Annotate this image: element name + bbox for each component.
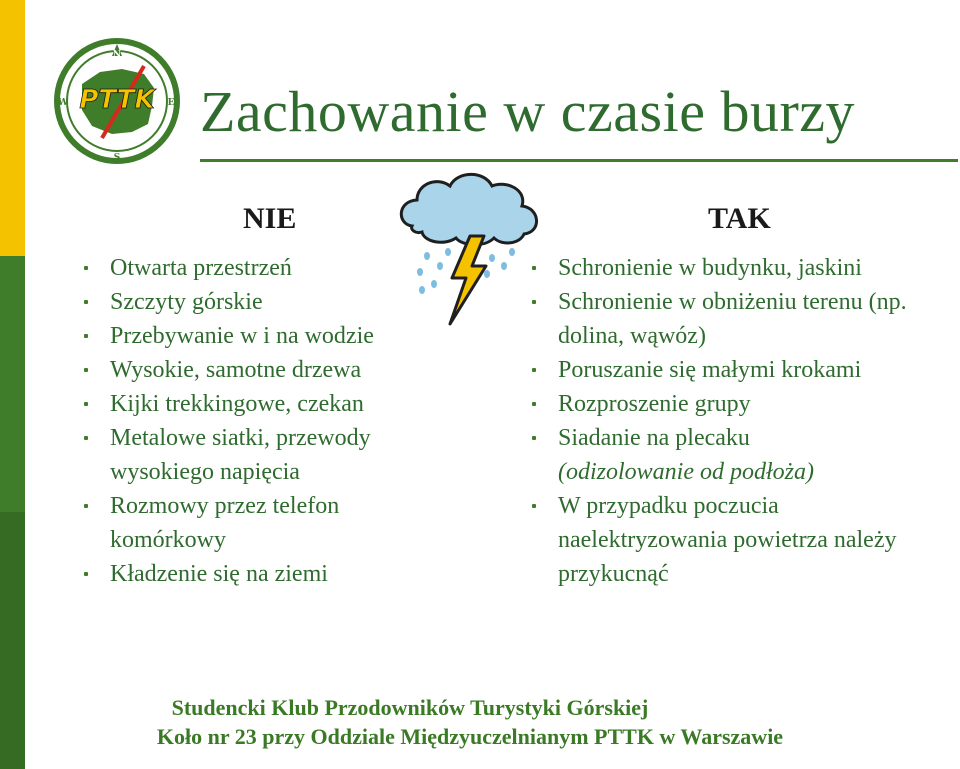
nie-item: Wysokie, samotne drzewa	[76, 353, 456, 387]
nie-list	[76, 251, 456, 591]
nie-item: Metalowe siatki, przewody wysokiego napięcia	[76, 421, 456, 489]
nie-heading: NIE	[243, 202, 297, 235]
logo-text: PTTK	[79, 85, 155, 115]
tak-item: W przypadku poczucia naelektryzowania powietrza należy przykucnąć	[524, 489, 938, 591]
title-divider	[200, 159, 958, 162]
nie-item: Szczyty górskie	[76, 285, 456, 319]
nie-item: Przebywanie w i na wodzie	[76, 319, 456, 353]
tak-item-with-note	[524, 421, 960, 489]
compass-n: N	[112, 50, 122, 60]
side-bar-green-dark	[0, 512, 25, 769]
side-bar-yellow	[0, 0, 25, 256]
compass-s: S	[113, 153, 121, 163]
page-title: Zachowanie w czasie burzy	[200, 79, 856, 144]
nie-item: Kijki trekkingowe, czekan	[76, 387, 456, 421]
tak-item: Schronienie w budynku, jaskini	[524, 251, 960, 285]
tak-item: Schronienie w obniżeniu terenu (np. dolina, wąwóz)	[524, 285, 958, 353]
nie-item: Otwarta przestrzeń	[76, 251, 456, 285]
tak-item-note: (odizolowanie od podłoża)	[558, 459, 814, 485]
tak-list	[524, 251, 960, 591]
nie-item: Rozmowy przez telefon komórkowy	[76, 489, 456, 557]
tak-item: Poruszanie się małymi krokami	[524, 353, 960, 387]
compass-w: W	[57, 98, 69, 108]
pttk-logo	[52, 36, 182, 166]
tak-item: Rozproszenie grupy	[524, 387, 960, 421]
tak-heading: TAK	[708, 202, 771, 235]
footer-line-2: Koło nr 23 przy Oddziale Międzyuczelnianym PTTK w Warszawie	[156, 724, 784, 749]
nie-item: Kładzenie się na ziemi	[76, 557, 456, 591]
tak-item: Siadanie na plecaku	[558, 425, 750, 451]
compass-e: E	[167, 98, 175, 108]
footer-line-1: Studencki Klub Przodowników Turystyki Górskiej	[171, 695, 649, 720]
